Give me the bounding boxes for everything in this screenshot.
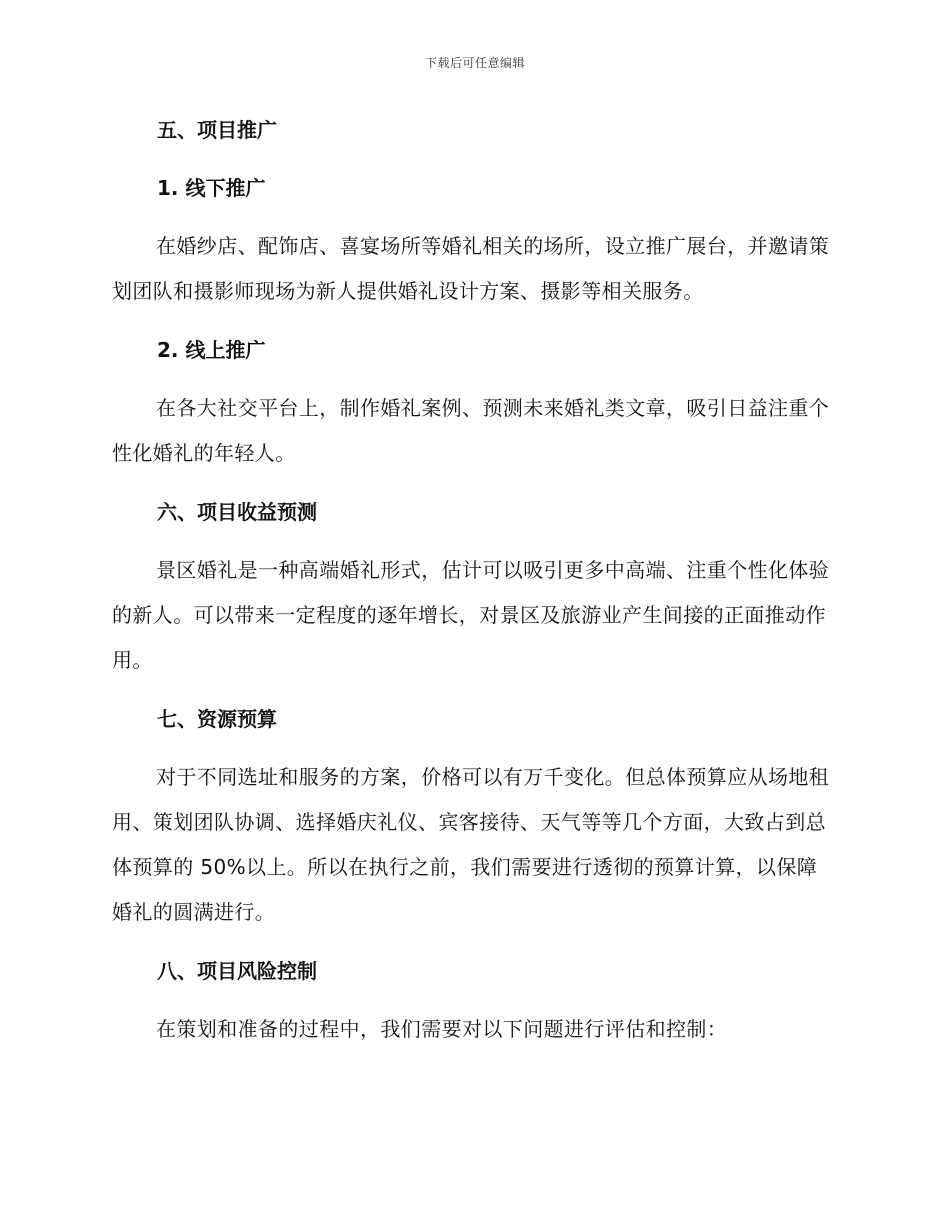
section-6-body: 景区婚礼是一种高端婚礼形式，估计可以吸引更多中高端、注重个性化体验的新人。可以带来一定程度的逐年增长，对景区及旅游业产生间接的正面推动作用。: [112, 558, 830, 672]
page-header: 下载后可任意编辑: [424, 56, 525, 70]
document-body: [112, 108, 832, 1052]
section-5-title: 五、项目推广: [157, 118, 277, 142]
section-7-title: 七、资源预算: [157, 707, 277, 731]
section-5-2-body: 在各大社交平台上，制作婚礼案例、预测未来婚礼类文章，吸引日益注重个性化婚礼的年轻人。: [112, 396, 830, 465]
section-5-1-title: 1. 线下推广: [157, 176, 266, 200]
section-8-body: 在策划和准备的过程中，我们需要对以下问题进行评估和控制：: [156, 1017, 728, 1041]
section-5-2-title: 2. 线上推广: [157, 338, 266, 362]
section-8-title: 八、项目风险控制: [157, 959, 317, 983]
section-5-1-body: 在婚纱店、配饰店、喜宴场所等婚礼相关的场所，设立推广展台，并邀请策划团队和摄影师现场为新人提供婚礼设计方案、摄影等相关服务。: [112, 234, 830, 303]
section-6-title: 六、项目收益预测: [157, 500, 317, 524]
section-7-body: 对于不同选址和服务的方案，价格可以有万千变化。但总体预算应从场地租用、策划团队协调、选择婚庆礼仪、宾客接待、天气等等几个方面，大致占到总体预算的 50%以上。所以在执行之前，我们需要进行透彻的预算计算，以保障婚礼的圆满进行。: [112, 765, 830, 924]
